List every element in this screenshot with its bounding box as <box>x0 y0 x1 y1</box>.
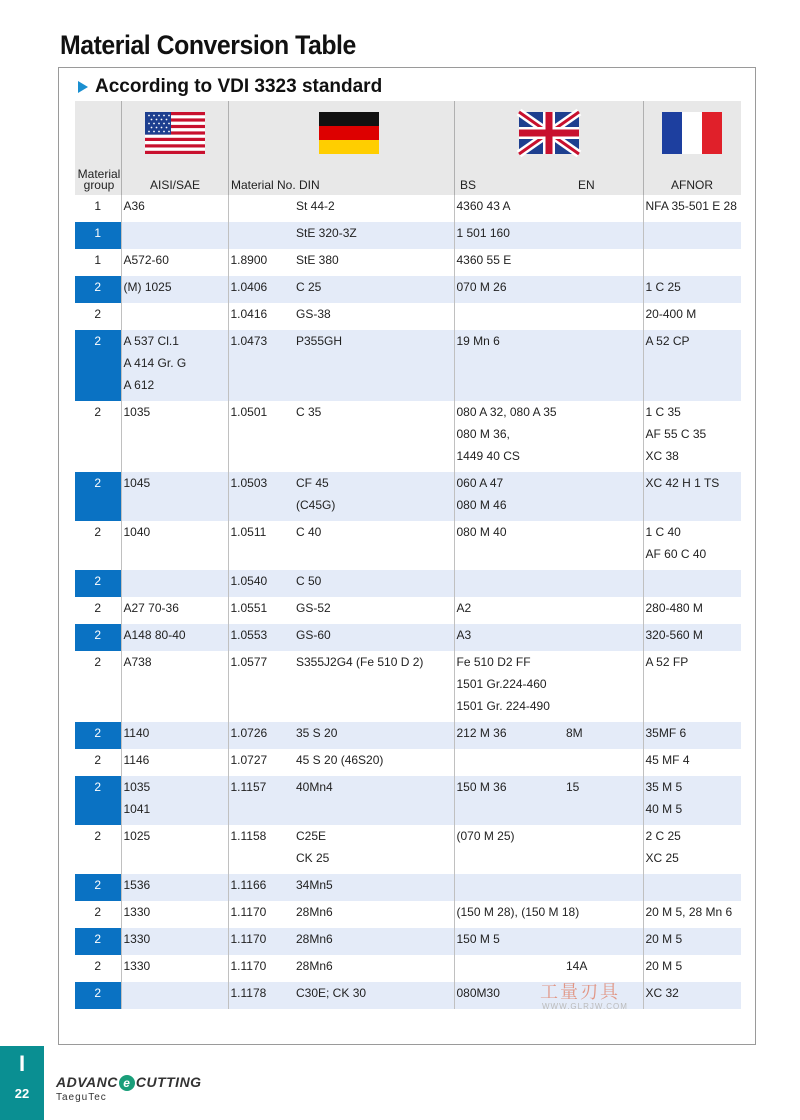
cell-din: 45 S 20 (46S20) <box>296 753 384 767</box>
cell-aisi: 1140 <box>121 722 228 749</box>
cell-mat: 1.1178 <box>228 982 294 1009</box>
cell-bs: (150 M 28), (150 M 18) <box>454 901 564 928</box>
cell-bs: 080M30 <box>454 982 564 1009</box>
table-row <box>75 624 741 651</box>
brand-logo: ADVANC e CUTTING <box>56 1074 202 1090</box>
cell-mat <box>228 222 294 249</box>
cell-mat: 1.8900 <box>228 249 294 276</box>
table-row <box>75 776 741 825</box>
cell-g: 2 <box>75 570 121 597</box>
cell-bs: (070 M 25) <box>454 825 564 874</box>
cell-g: 2 <box>94 307 102 321</box>
cell-aisi: 1146 <box>121 749 228 776</box>
cell-en <box>564 521 643 570</box>
cell-afnor: A 52 CP <box>643 330 741 401</box>
cell-aisi <box>121 303 228 330</box>
cell-afnor: 45 MF 4 <box>643 749 741 776</box>
cell-afnor: NFA 35-501 E 28 <box>643 195 741 222</box>
cell-en <box>564 401 643 472</box>
cell-bs <box>454 874 564 901</box>
table-row <box>75 928 741 955</box>
cell-aisi: A 537 Cl.1 A 414 Gr. G A 612 <box>121 330 228 401</box>
cell-afnor: 35 M 5 40 M 5 <box>643 776 741 825</box>
cell-bs: 19 Mn 6 <box>454 330 564 401</box>
cell-din: StE 380 <box>296 253 339 267</box>
cell-en <box>564 874 643 901</box>
cell-din: 28Mn6 <box>296 905 333 919</box>
header-afnor: AFNOR <box>671 178 713 192</box>
cell-bs: 150 M 5 <box>454 928 564 955</box>
cell-bs: 070 M 26 <box>454 276 564 303</box>
cell-g: 1 <box>94 199 102 213</box>
cell-en: 15 <box>564 776 643 825</box>
cell-en <box>564 472 643 521</box>
cell-g: 2 <box>94 601 102 615</box>
cell-g: 2 <box>94 905 102 919</box>
cell-bs: 080 M 40 <box>454 521 564 570</box>
table-row <box>75 303 741 330</box>
header-bs: BS <box>460 178 477 192</box>
cell-aisi: 1035 <box>121 401 228 472</box>
cell-aisi <box>121 222 228 249</box>
cell-en <box>564 222 643 249</box>
cell-afnor: 1 C 25 <box>643 276 741 303</box>
cell-din: 34Mn5 <box>294 874 454 901</box>
cell-din: 28Mn6 <box>296 959 333 973</box>
cell-aisi: A738 <box>121 651 228 722</box>
table-row <box>75 276 741 303</box>
cell-g: 2 <box>75 472 121 521</box>
cell-afnor: 35MF 6 <box>643 722 741 749</box>
cell-afnor: 280-480 M <box>643 597 741 624</box>
table-row <box>75 955 741 982</box>
cell-afnor: 20-400 M <box>643 303 741 330</box>
cell-g: 2 <box>94 753 102 767</box>
cell-en: 14A <box>566 959 588 973</box>
cell-mat: 1.0727 <box>228 749 294 776</box>
cell-afnor: 2 C 25 XC 25 <box>643 825 741 874</box>
table-row <box>75 401 741 472</box>
table-row <box>75 521 741 570</box>
cell-mat: 1.1170 <box>228 901 294 928</box>
header-din: DIN <box>299 178 320 192</box>
uk-flag-icon <box>519 112 579 154</box>
cell-din: C 40 <box>296 525 322 539</box>
cell-aisi: 1330 <box>121 955 228 982</box>
cell-din: StE 320-3Z <box>294 222 454 249</box>
subtitle-text: According to VDI 3323 standard <box>95 76 383 97</box>
brand-e-icon: e <box>119 1075 135 1091</box>
table-row <box>75 570 741 597</box>
cell-mat: 1.0501 <box>228 401 294 472</box>
cell-en <box>564 276 643 303</box>
table-row <box>75 249 741 276</box>
cell-bs: 1 501 160 <box>454 222 564 249</box>
cell-g: 2 <box>94 405 102 419</box>
table-header <box>75 101 741 195</box>
cell-mat: 1.0503 <box>228 472 294 521</box>
cell-afnor <box>643 874 741 901</box>
cell-bs: 4360 43 A <box>454 195 564 222</box>
cell-en <box>564 749 643 776</box>
cell-g: 2 <box>75 330 121 401</box>
cell-aisi: 1330 <box>121 928 228 955</box>
cell-en <box>564 651 643 722</box>
material-table <box>75 195 741 1009</box>
cell-aisi: 1040 <box>121 521 228 570</box>
cell-aisi: 1045 <box>121 472 228 521</box>
cell-bs: 150 M 36 <box>454 776 564 825</box>
table-row <box>75 597 741 624</box>
cell-en <box>564 570 643 597</box>
cell-aisi: A27 70-36 <box>121 597 228 624</box>
cell-din: 28Mn6 <box>294 928 454 955</box>
cell-mat: 1.0553 <box>228 624 294 651</box>
cell-afnor: 1 C 40 AF 60 C 40 <box>643 521 741 570</box>
cell-mat: 1.1157 <box>228 776 294 825</box>
cell-bs <box>454 570 564 597</box>
cell-aisi: (M) 1025 <box>121 276 228 303</box>
watermark-url: WWW.GLRJW.COM <box>542 1002 628 1011</box>
cell-afnor <box>643 222 741 249</box>
cell-din: 35 S 20 <box>294 722 454 749</box>
header-aisi-sae: AISI/SAE <box>150 178 201 192</box>
cell-en <box>564 195 643 222</box>
table-row <box>75 651 741 722</box>
cell-afnor: XC 32 <box>643 982 741 1009</box>
cell-g: 2 <box>75 722 121 749</box>
table-row <box>75 330 741 401</box>
cell-mat: 1.1158 <box>228 825 294 874</box>
cell-g: 2 <box>75 276 121 303</box>
watermark-text: 工量刃具 <box>540 982 620 1002</box>
cell-bs: A2 <box>454 597 564 624</box>
cell-bs: A3 <box>454 624 564 651</box>
cell-afnor <box>643 570 741 597</box>
cell-g: 2 <box>75 874 121 901</box>
cell-aisi: 1035 1041 <box>121 776 228 825</box>
cell-en <box>564 249 643 276</box>
cell-din: C 35 <box>296 405 322 419</box>
cell-g: 2 <box>94 525 102 539</box>
cell-bs: Fe 510 D2 FF 1501 Gr.224-460 1501 Gr. 224-490 <box>454 651 564 722</box>
cell-aisi: A572-60 <box>121 249 228 276</box>
table-row <box>75 982 741 1009</box>
table-row <box>75 825 741 874</box>
cell-mat <box>228 195 294 222</box>
cell-din: GS-38 <box>296 307 331 321</box>
cell-en <box>564 597 643 624</box>
usa-flag-icon <box>145 112 205 154</box>
cell-aisi: 1025 <box>121 825 228 874</box>
page-number: 22 <box>14 1086 30 1101</box>
cell-g: 1 <box>94 253 102 267</box>
cell-afnor: 20 M 5 <box>643 955 741 982</box>
cell-din: C30E; CK 30 <box>294 982 454 1009</box>
cell-g: 2 <box>94 959 102 973</box>
cell-aisi: 1536 <box>121 874 228 901</box>
header-material-no: Material No. <box>231 178 296 192</box>
cell-bs: 060 A 47 080 M 46 <box>454 472 564 521</box>
cell-din: St 44-2 <box>296 199 335 213</box>
cell-mat: 1.1170 <box>228 928 294 955</box>
table-row <box>75 195 741 222</box>
cell-en <box>564 928 643 955</box>
cell-bs: 4360 55 E <box>454 249 564 276</box>
cell-din: C 50 <box>294 570 454 597</box>
cell-mat: 1.0473 <box>228 330 294 401</box>
cell-mat: 1.0540 <box>228 570 294 597</box>
cell-din: 40Mn4 <box>294 776 454 825</box>
cell-g: 2 <box>75 982 121 1009</box>
cell-bs: 080 A 32, 080 A 35 080 M 36, 1449 40 CS <box>454 401 564 472</box>
cell-bs: 212 M 36 <box>454 722 564 749</box>
germany-flag-icon <box>319 112 379 154</box>
cell-mat: 1.0726 <box>228 722 294 749</box>
cell-mat: 1.0551 <box>228 597 294 624</box>
brand-sub: TaeguTec <box>56 1092 107 1103</box>
cell-afnor: 320-560 M <box>643 624 741 651</box>
cell-en <box>564 624 643 651</box>
table-row <box>75 472 741 521</box>
cell-din: P355GH <box>294 330 454 401</box>
cell-din: GS-52 <box>296 601 331 615</box>
triangle-bullet-icon <box>78 81 88 93</box>
cell-g: 1 <box>75 222 121 249</box>
cell-din: C 25 <box>294 276 454 303</box>
cell-mat: 1.0577 <box>228 651 294 722</box>
cell-bs <box>454 303 564 330</box>
cell-g: 2 <box>75 928 121 955</box>
cell-din: C25E CK 25 <box>296 829 330 865</box>
cell-mat: 1.0416 <box>228 303 294 330</box>
cell-aisi: A36 <box>121 195 228 222</box>
cell-bs <box>454 749 564 776</box>
section-marker: I <box>18 1051 26 1076</box>
header-material-group: Material group <box>77 167 121 192</box>
cell-aisi: A148 80-40 <box>121 624 228 651</box>
section-tab <box>0 1046 44 1120</box>
cell-en <box>564 303 643 330</box>
cell-en <box>564 825 643 874</box>
cell-g: 2 <box>75 776 121 825</box>
cell-afnor: 20 M 5 <box>643 928 741 955</box>
cell-afnor: 20 M 5, 28 Mn 6 <box>643 901 741 928</box>
cell-en <box>564 330 643 401</box>
cell-aisi <box>121 570 228 597</box>
cell-mat: 1.0511 <box>228 521 294 570</box>
france-flag-icon <box>662 112 722 154</box>
cell-en: 8M <box>564 722 643 749</box>
cell-din: CF 45 (C45G) <box>294 472 454 521</box>
table-row <box>75 874 741 901</box>
table-row <box>75 749 741 776</box>
cell-mat: 1.1170 <box>228 955 294 982</box>
cell-mat: 1.0406 <box>228 276 294 303</box>
header-en: EN <box>578 178 595 192</box>
cell-mat: 1.1166 <box>228 874 294 901</box>
cell-g: 2 <box>94 655 102 669</box>
cell-afnor: 1 C 35 AF 55 C 35 XC 38 <box>643 401 741 472</box>
table-row <box>75 722 741 749</box>
cell-g: 2 <box>75 624 121 651</box>
cell-aisi <box>121 982 228 1009</box>
cell-afnor: A 52 FP <box>643 651 741 722</box>
table-row <box>75 222 741 249</box>
cell-afnor <box>643 249 741 276</box>
cell-din: GS-60 <box>294 624 454 651</box>
section-subtitle <box>78 76 382 98</box>
table-row <box>75 901 741 928</box>
cell-afnor: XC 42 H 1 TS <box>643 472 741 521</box>
cell-din: S355J2G4 (Fe 510 D 2) <box>296 655 424 669</box>
page-title: Material Conversion Table <box>60 30 356 60</box>
cell-aisi: 1330 <box>121 901 228 928</box>
cell-g: 2 <box>94 829 102 843</box>
